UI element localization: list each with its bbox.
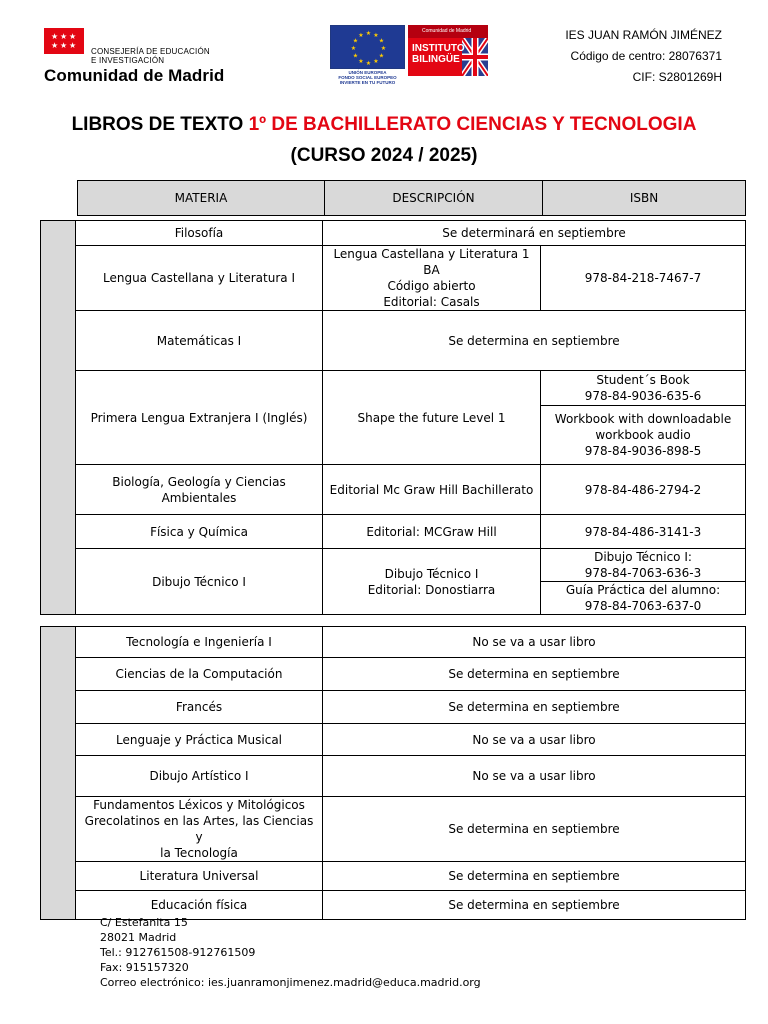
ib-header: Comunidad de Madrid xyxy=(408,25,488,38)
dibujo-isbn-b: Guía Práctica del alumno: 978-84-7063-637-0 xyxy=(541,582,746,615)
svg-text:★: ★ xyxy=(365,31,372,37)
footer-fax: Fax: 915157320 xyxy=(100,961,189,974)
school-code: Código de centro: 28076371 xyxy=(570,49,722,63)
footer-tel: Tel.: 912761508-912761509 xyxy=(100,946,256,959)
table-row: Biología, Geología y Ciencias Ambientales Editorial Mc Graw Hill Bachillerato 978-84-486-2794-2 xyxy=(41,465,746,515)
table-row: Educación física Se determina en septiembre xyxy=(41,891,746,920)
svg-text:★: ★ xyxy=(380,46,387,52)
table-row: Dibujo Técnico I Dibujo Técnico I Editorial: Donostiarra Dibujo Técnico I: 978-84-7063-636-3 xyxy=(41,549,746,582)
page-title: LIBROS DE TEXTO 1º DE BACHILLERATO CIENCIAS Y TECNOLOGIA xyxy=(71,114,697,135)
madrid-flag-icon: ★ ★ ★ ★ ★ ★ xyxy=(44,28,84,54)
svg-text:★: ★ xyxy=(350,46,357,52)
column-header-table xyxy=(77,180,746,216)
row-group-marker xyxy=(41,221,76,615)
svg-text:★: ★ xyxy=(352,38,359,45)
fundamentos-materia: Fundamentos Léxicos y Mitológicos Grecolatinos en las Artes, las Ciencias y la Tecnología xyxy=(76,797,323,862)
footer-city: 28021 Madrid xyxy=(100,931,177,944)
lengua-desc: Lengua Castellana y Literatura 1 BA Código abierto Editorial: Casals xyxy=(323,246,541,311)
table-row: Literatura Universal Se determina en septiembre xyxy=(41,862,746,891)
svg-text:★: ★ xyxy=(358,59,364,65)
row-group-marker xyxy=(41,627,76,920)
ingles-isbn-b: Workbook with downloadable workbook audio 978-84-9036-898-5 xyxy=(541,406,746,465)
school-name: IES JUAN RAMÓN JIMÉNEZ xyxy=(565,28,722,42)
uk-flag-icon xyxy=(462,38,488,76)
col-descripcion: DESCRIPCIÓN xyxy=(325,181,543,216)
svg-text:★: ★ xyxy=(378,53,385,60)
table-row: Tecnología e Ingeniería I No se va a usar libro xyxy=(41,627,746,658)
svg-text:★: ★ xyxy=(365,61,372,67)
eu-flag-icon xyxy=(330,25,405,69)
col-isbn: ISBN xyxy=(543,181,746,216)
table-row: Francés Se determina en septiembre xyxy=(41,691,746,724)
optional-subjects-table xyxy=(40,626,746,920)
biologia-materia: Biología, Geología y Ciencias Ambientales xyxy=(76,465,323,515)
school-cif: CIF: S2801269H xyxy=(632,70,722,84)
ib-footer-strip xyxy=(408,76,488,82)
table-row: Matemáticas I Se determina en septiembre xyxy=(41,311,746,371)
ib-name: INSTITUTO BILINGÜE xyxy=(412,43,465,65)
table-row: Filosofía Se determinará en septiembre xyxy=(41,221,746,246)
col-materia: MATERIA xyxy=(78,181,325,216)
eu-caption: UNIÓN EUROPEA FONDO SOCIAL EUROPEO INVIERTE EN TU FUTURO xyxy=(338,70,397,85)
instituto-bilingue-logo xyxy=(408,25,488,82)
consejeria-label: CONSEJERÍA DE EDUCACIÓN E INVESTIGACIÓN xyxy=(91,47,210,65)
table-row: Lengua Castellana y Literatura I Lengua Castellana y Literatura 1 BA Código abierto Editorial: Casals 978-84-218-7467-7 xyxy=(41,246,746,311)
course-title: (CURSO 2024 / 2025) xyxy=(290,145,478,166)
eu-logo xyxy=(330,25,405,87)
svg-text:★: ★ xyxy=(378,38,385,45)
footer-contact xyxy=(100,915,481,990)
table-row: Primera Lengua Extranjera I (Inglés) Shape the future Level 1 Student´s Book 978-84-9036-635-6 xyxy=(41,371,746,406)
table-row: Fundamentos Léxicos y Mitológicos Grecolatinos en las Artes, las Ciencias y la Tecnología Se determina en septiembre xyxy=(41,797,746,862)
footer-address: C/ Estefanita 15 xyxy=(100,916,188,929)
table-row: Ciencias de la Computación Se determina en septiembre xyxy=(41,658,746,691)
svg-text:★: ★ xyxy=(352,53,359,60)
dibujo-desc: Dibujo Técnico I Editorial: Donostiarra xyxy=(323,549,541,615)
table-row: Lenguaje y Práctica Musical No se va a usar libro xyxy=(41,724,746,756)
svg-text:★: ★ xyxy=(358,33,364,39)
svg-text:★: ★ xyxy=(373,59,379,65)
dibujo-isbn-a: Dibujo Técnico I: 978-84-7063-636-3 xyxy=(541,549,746,582)
table-row: Física y Química Editorial: MCGraw Hill 978-84-486-3141-3 xyxy=(41,515,746,549)
comunidad-madrid-logo xyxy=(44,28,284,88)
table-row: Dibujo Artístico I No se va a usar libro xyxy=(41,756,746,797)
school-info xyxy=(565,25,722,88)
textbook-table xyxy=(40,220,746,615)
svg-text:★: ★ xyxy=(373,33,379,39)
ingles-isbn-a: Student´s Book 978-84-9036-635-6 xyxy=(541,371,746,406)
comunidad-name: Comunidad de Madrid xyxy=(44,66,225,85)
footer-email[interactable]: Correo electrónico: ies.juanramonjimenez.madrid@educa.madrid.org xyxy=(100,976,481,989)
